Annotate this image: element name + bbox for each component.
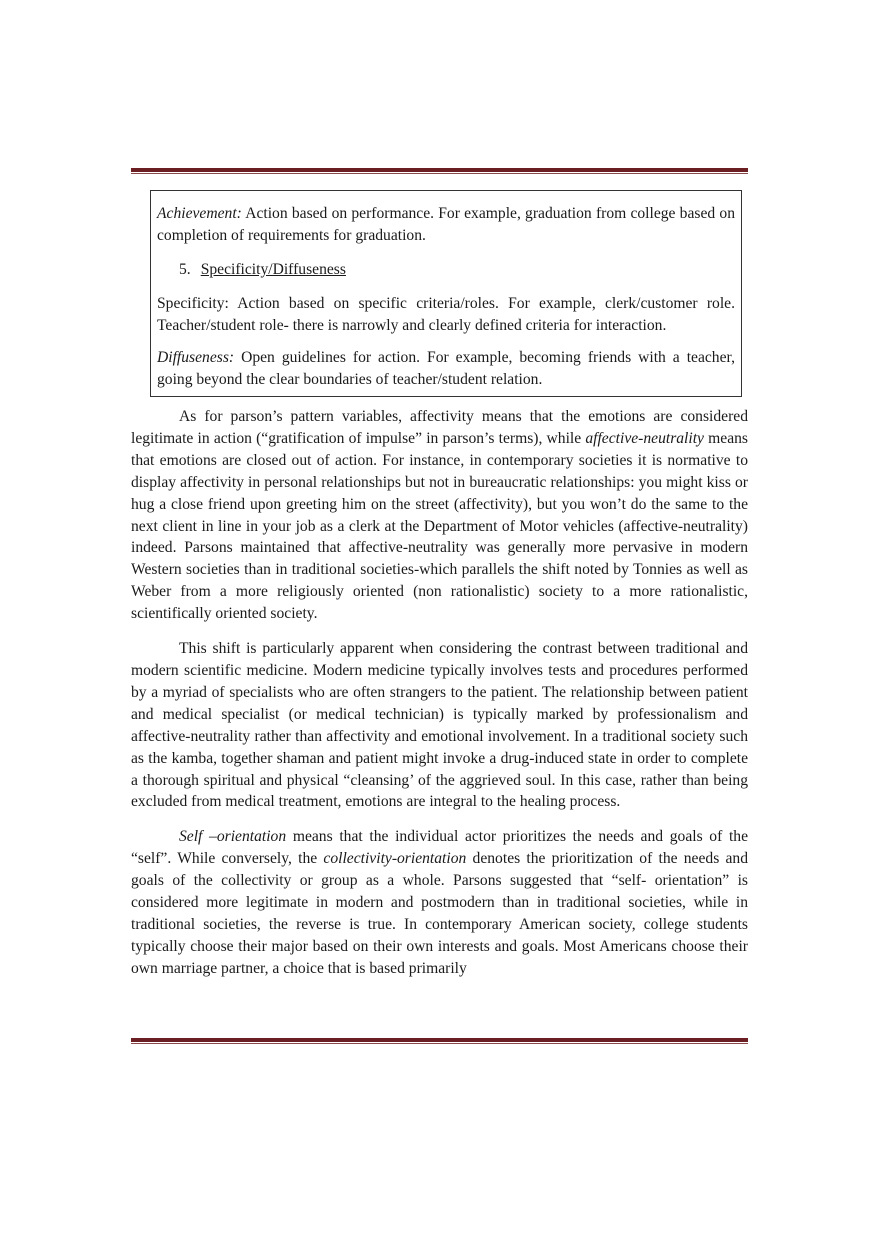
header-rule xyxy=(131,168,748,174)
list-item-specificity-diffuseness xyxy=(179,259,735,281)
p1-text-a: As for parson’s pattern variables, affectivity means that the emotions are considered legitimate in action (“gratification of impulse” in parson’s terms), while xyxy=(131,408,748,447)
footer-rule xyxy=(131,1038,748,1044)
paragraph-self-orientation xyxy=(131,826,748,979)
diffuseness-definition xyxy=(157,347,735,391)
achievement-definition xyxy=(157,203,735,247)
p3-text-b: denotes the prioritization of the needs and goals of the collectivity or group as a whole. Parsons suggested that “self- orientation” is considered more legitimate in modern and postmodern than in traditional societies, while in traditional societies, the reverse is true. In contemporary American society, college students typically choose their major based on their own interests and goals. Most Americans choose their own marriage partner, a choice that is based primarily xyxy=(131,850,748,977)
achievement-text: Action based on performance. For example, graduation from college based on completion of requirements for graduation. xyxy=(157,205,735,244)
paragraph-medicine: This shift is particularly apparent when considering the contrast between traditional and modern scientific medicine. Modern medicine typically involves tests and procedures performed by a myriad of specialists who are often strangers to the patient. The relationship between patient and medical specialist (or medical technician) is typically marked by professionalism and affective-neutrality rather than affectivity and emotional involvement. In a traditional society such as the kamba, together shaman and patient might invoke a drug-induced state in order to complete a thorough spiritual and physical “cleansing’ of the aggrieved soul. In this case, rather than being excluded from medical treatment, emotions are integral to the healing process. xyxy=(131,640,748,811)
list-number: 5. xyxy=(179,261,191,278)
diffuseness-text: Open guidelines for action. For example, becoming friends with a teacher, going beyond the clear boundaries of teacher/student relation. xyxy=(157,349,735,388)
body-text xyxy=(131,406,748,993)
p3-italic-term-2: collectivity-orientation xyxy=(323,850,467,868)
p3-text-a: means that the individual actor prioritizes the needs and goals of the “self”. While conversely, the xyxy=(131,828,748,868)
list-heading: Specificity/Diffuseness xyxy=(200,261,346,278)
definition-box xyxy=(150,190,742,397)
p1-italic-term: affective-neutrality xyxy=(585,429,704,447)
specificity-definition: Specificity: Action based on specific criteria/roles. For example, clerk/customer role. Teacher/student role- there is narrowly and clearly defined criteria for interaction. xyxy=(157,295,735,334)
p3-italic-term-1: Self –orientation xyxy=(179,828,287,846)
p1-text-b: means that emotions are closed out of action. For instance, in contemporary societies it is normative to display affectivity in personal relationships but not in bureaucratic relationships: you might kiss or hug a close friend upon greeting him on the street (affectivity), but you won’t do the same to the next client in line in your job as a clerk at the Department of Motor vehicles (affective-neutrality) indeed. Parsons maintained that affective-neutrality was generally more pervasive in modern Western societies than in traditional societies-which parallels the shift noted by Tonnies as well as Weber from a more religiously oriented (non rationalistic) society to a more rationalistic, scientifically oriented society. xyxy=(131,429,748,623)
paragraph-affectivity xyxy=(131,406,748,625)
diffuseness-term: Diffuseness: xyxy=(157,349,235,366)
achievement-term: Achievement: xyxy=(157,205,242,222)
